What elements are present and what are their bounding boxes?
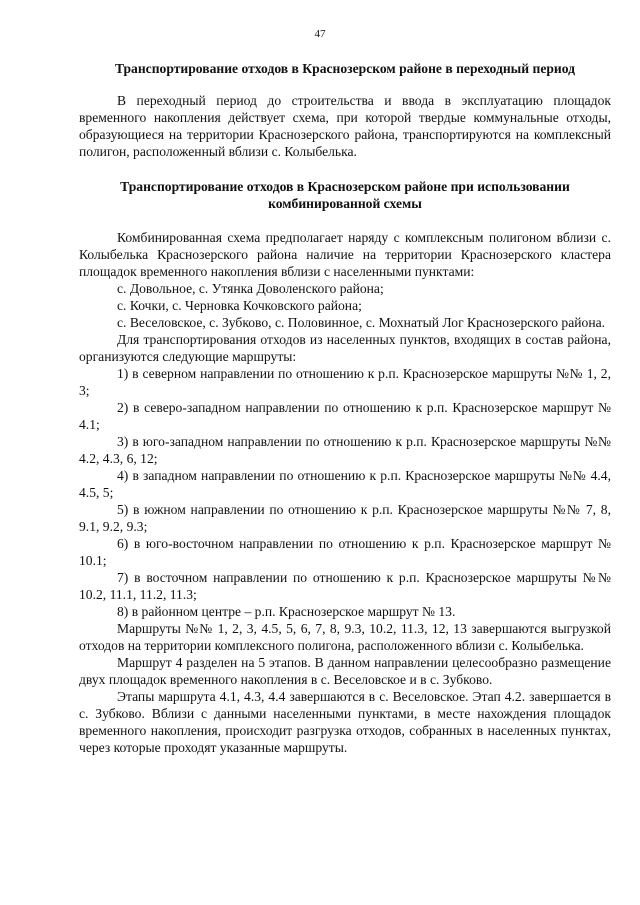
settlement-list-item: с. Веселовское, с. Зубково, с. Половинное, с. Мохнатый Лог Краснозерского района. xyxy=(117,315,606,330)
settlement-list-item: с. Довольное, с. Утянка Доволенского района; xyxy=(117,281,384,296)
route-list-item: 7) в восточном направлении по отношению к р.п. Краснозерское маршруты №№ 10.2, 11.1, 11.2, 11.3; xyxy=(79,570,611,602)
route-list-item: 6) в юго-восточном направлении по отношению к р.п. Краснозерское маршрут № 10.1; xyxy=(79,536,611,568)
paragraph: Комбинированная схема предполагает наряду с комплексным полигоном вблизи с. Колыбелька Краснозерского района наличие на территории Краснозерского кластера площадок временного накопления вблизи с населенными пунктами: xyxy=(79,230,611,279)
page-content xyxy=(79,60,611,756)
route-list-item: 1) в северном направлении по отношению к р.п. Краснозерское маршруты №№ 1, 2, 3; xyxy=(79,366,611,398)
paragraph: Маршрут 4 разделен на 5 этапов. В данном направлении целесообразно размещение двух площадок временного накопления в с. Веселовское и в с. Зубково. xyxy=(79,655,611,687)
route-list-item: 8) в районном центре – р.п. Краснозерское маршрут № 13. xyxy=(117,604,456,619)
section-heading-transitional: Транспортирование отходов в Краснозерском районе в переходный период xyxy=(114,61,576,76)
settlement-list-item: с. Кочки, с. Черновка Кочковского района; xyxy=(117,298,362,313)
page-number: 47 xyxy=(314,28,326,40)
route-list-item: 5) в южном направлении по отношению к р.п. Краснозерское маршруты №№ 7, 8, 9.1, 9.2, 9.3; xyxy=(79,502,611,534)
route-list-item: 2) в северо-западном направлении по отношению к р.п. Краснозерское маршрут № 4.1; xyxy=(79,400,611,432)
paragraph: Маршруты №№ 1, 2, 3, 4.5, 5, 6, 7, 8, 9.3, 10.2, 11.3, 12, 13 завершаются выгрузкой отходов на территории комплексного полигона, расположенного вблизи с. Колыбелька. xyxy=(79,621,611,653)
paragraph: Этапы маршрута 4.1, 4.3, 4.4 завершаются в с. Веселовское. Этап 4.2. завершается в с. Зубково. Вблизи с данными населенными пунктами, в месте нахождения площадок временного накопления, происходит разгрузка отходов, собранных в населенных пунктах, через которые проходят указанные маршруты. xyxy=(79,689,611,755)
paragraph: Для транспортирования отходов из населенных пунктов, входящих в состав района, организуются следующие маршруты: xyxy=(79,332,611,364)
section-heading-combined: Транспортирование отходов в Краснозерском районе при использовании комбинированной схемы xyxy=(120,179,570,211)
paragraph-transitional: В переходный период до строительства и ввода в эксплуатацию площадок временного накопления действует схема, при которой твердые коммунальные отходы, образующиеся на территории Краснозерского района, транспортируются на комплексный полигон, расположенный вблизи с. Колыбелька. xyxy=(79,93,611,159)
route-list-item: 4) в западном направлении по отношению к р.п. Краснозерское маршруты №№ 4.4, 4.5, 5; xyxy=(79,468,611,500)
route-list-item: 3) в юго-западном направлении по отношению к р.п. Краснозерское маршруты №№ 4.2, 4.3, 6, 12; xyxy=(79,434,611,466)
